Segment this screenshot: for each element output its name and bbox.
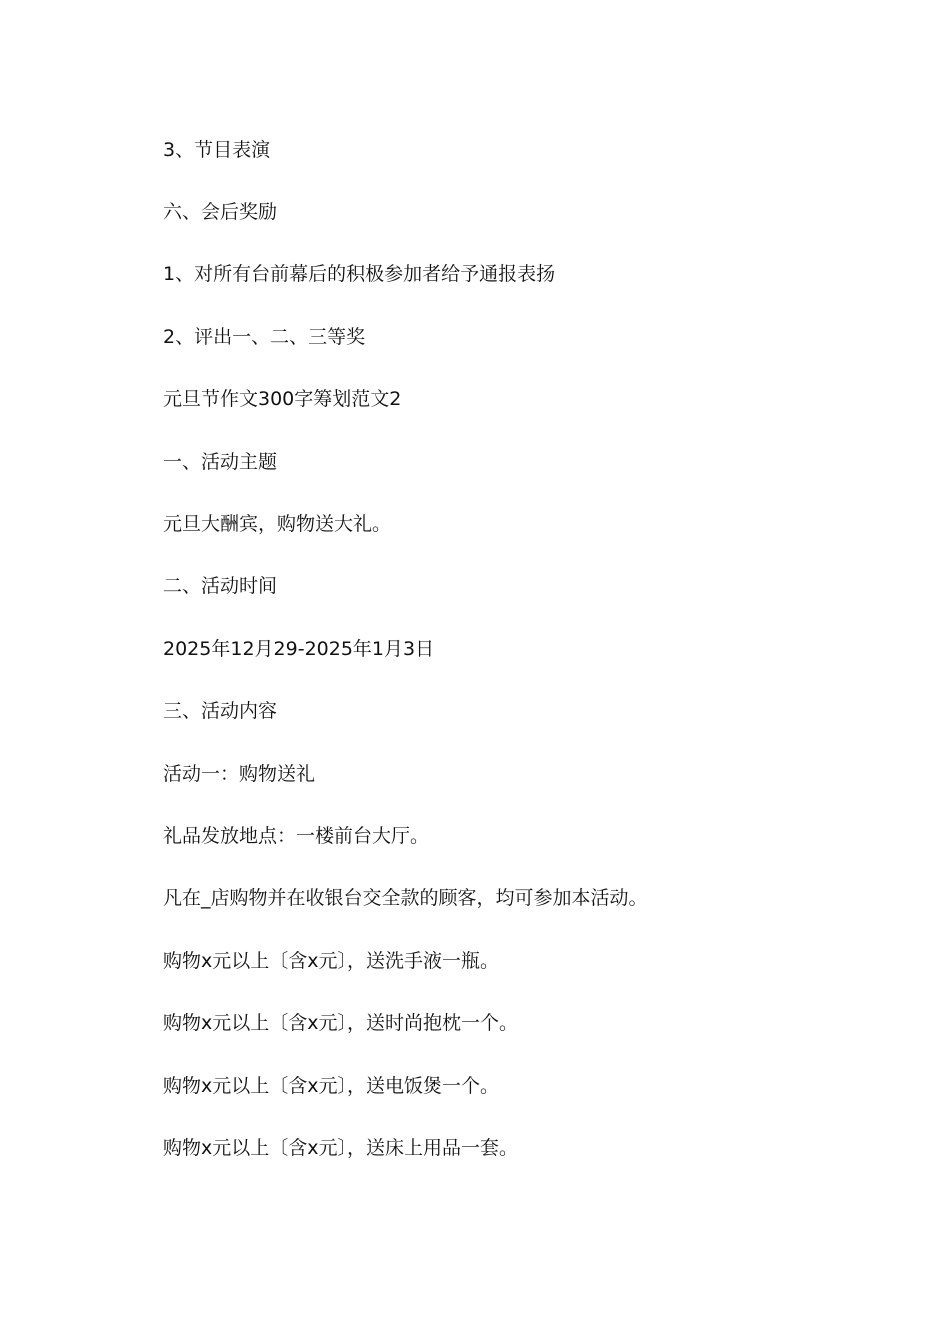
- text-line: 购物x元以上〔含x元〕，送床上用品一套。: [163, 1137, 518, 1159]
- text-line: 购物x元以上〔含x元〕，送电饭煲一个。: [163, 1075, 499, 1097]
- document-title: 元旦节作文300字筹划范文2: [163, 388, 402, 410]
- text-line: 凡在_店购物并在收银台交全款的顾客，均可参加本活动。: [163, 887, 648, 909]
- text-line: 购物x元以上〔含x元〕，送时尚抱枕一个。: [163, 1012, 518, 1034]
- section-heading: 三、活动内容: [163, 700, 278, 722]
- text-line: 2025年12月29-2025年1月3日: [163, 638, 435, 660]
- text-line: 2、评出一、二、三等奖: [163, 326, 366, 348]
- text-line: 1、对所有台前幕后的积极参加者给予通报表扬: [163, 263, 556, 285]
- section-heading: 一、活动主题: [163, 451, 278, 473]
- text-line: 购物x元以上〔含x元〕，送洗手液一瓶。: [163, 950, 499, 972]
- text-line: 活动一：购物送礼: [163, 763, 316, 785]
- section-heading: 二、活动时间: [163, 575, 278, 597]
- text-line: 3、节目表演: [163, 139, 271, 161]
- text-line: 礼品发放地点：一楼前台大厅。: [163, 825, 430, 847]
- text-line: 元旦大酬宾，购物送大礼。: [163, 513, 392, 535]
- section-heading: 六、会后奖励: [163, 201, 278, 223]
